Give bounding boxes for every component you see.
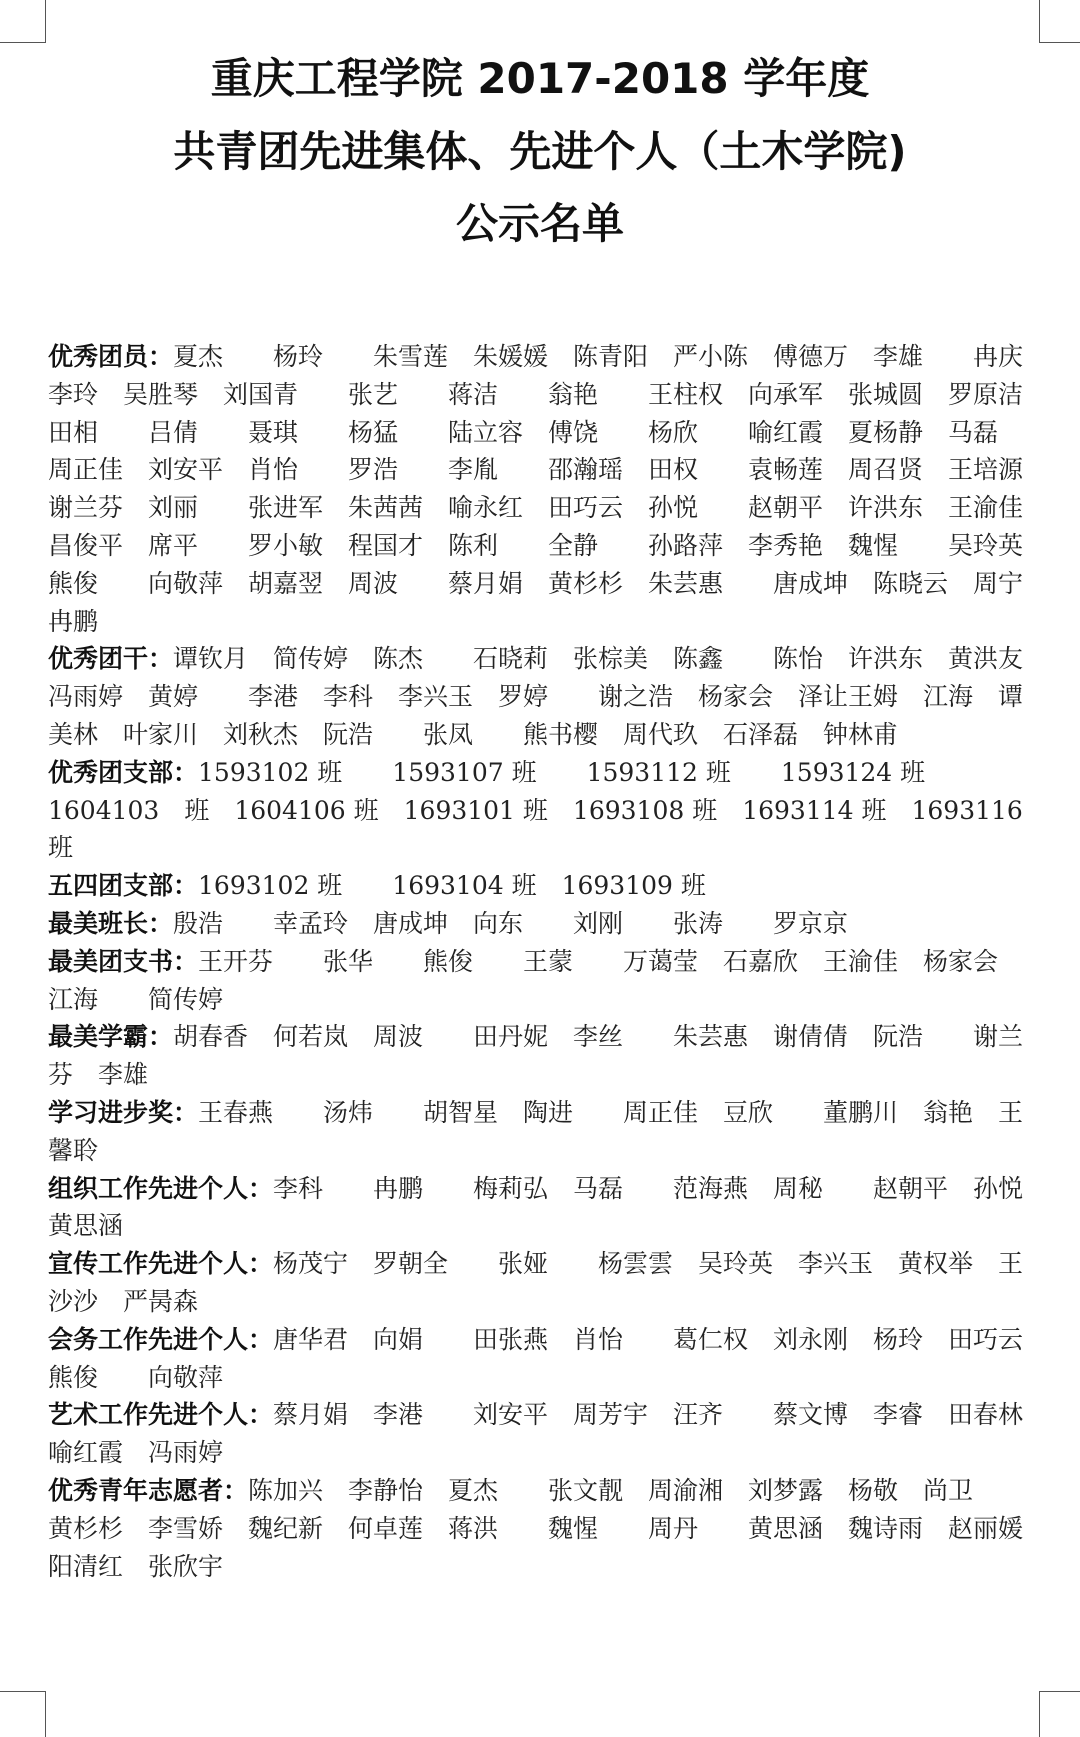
category-names: 杨茂宁 罗朝全 张娅 杨雲雲 吴玲英 李兴玉 黄权举 王沙沙 严昺森 <box>48 1249 1024 1316</box>
category-label: 优秀团员： <box>48 342 174 371</box>
category-label: 五四团支部： <box>48 871 199 901</box>
page-title-line-2: 共青团先进集体、先进个人（土木学院) <box>173 127 907 176</box>
category-label: 宣传工作先进个人： <box>48 1249 274 1279</box>
page-title-line-1: 重庆工程学院 2017-2018 学年度 <box>210 54 870 103</box>
category-names: 陈加兴 李静怡 夏杰 张文靓 周渝湘 刘梦露 杨敬 尚卫 黄杉杉 李雪娇 魏纪新 何卓莲 蒋洪 魏惺 周丹 黄思涵 魏诗雨 赵丽媛 阳清红 张欣宇 <box>48 1475 1049 1581</box>
category-names: 谭钦月 简传婷 陈杰 石晓莉 张棕美 陈鑫 陈怡 许洪东 黄洪友 冯雨婷 黄婷 李港 李科 李兴玉 罗婷 谢之浩 杨家会 泽让王姆 江海 谭美林 叶家川 刘秋杰 阮浩 张凤 熊书樱 周代玖 石泽磊 钟林甫 <box>48 644 1049 749</box>
category-label: 优秀团支部： <box>48 757 199 787</box>
category-label: 学习进步奖： <box>48 1097 199 1127</box>
category-names: 王春燕 汤炜 胡智星 陶进 周正佳 豆欣 董鹏川 翁艳 王馨聆 <box>48 1097 1024 1165</box>
category-label: 艺术工作先进个人： <box>48 1400 274 1430</box>
category-label: 会务工作先进个人： <box>48 1324 274 1354</box>
crop-mark-top-left <box>0 0 46 43</box>
category-publicity-work <box>48 1245 1038 1321</box>
category-label: 最美班长： <box>48 908 174 938</box>
category-art-work <box>48 1396 1049 1472</box>
category-best-monitors <box>48 905 1038 943</box>
category-outstanding-members <box>48 338 1074 640</box>
category-names: 殷浩 幸孟玲 唐成坤 向东 刘刚 张涛 罗京京 <box>173 908 849 938</box>
category-learning-progress <box>48 1094 1038 1170</box>
category-label: 组织工作先进个人： <box>48 1173 274 1203</box>
category-label: 优秀青年志愿者： <box>48 1475 249 1505</box>
category-label: 优秀团干： <box>48 644 174 674</box>
category-names: 1593102 班 1593107 班 1593112 班 1593124 班 1604103 班 1604106 班 1693101 班 1693108 班 1693114 班 1693116 班 <box>48 757 1023 863</box>
award-list <box>48 338 1074 1585</box>
crop-mark-bottom-left <box>0 1691 46 1737</box>
category-label: 最美团支书： <box>48 946 199 976</box>
category-names: 唐华君 向娟 田张燕 肖怡 葛仁权 刘永刚 杨玲 田巧云 熊俊 向敬萍 <box>48 1324 1049 1392</box>
category-best-branch-secretaries <box>48 943 1038 1019</box>
category-names: 1693102 班 1693104 班 1693109 班 <box>198 871 706 901</box>
category-names: 李科 冉鹏 梅莉弘 马磊 范海燕 周秘 赵朝平 孙悦 黄思涵 <box>48 1173 1074 1241</box>
category-organization-work <box>48 1170 1074 1246</box>
crop-mark-bottom-right <box>1039 1691 1080 1737</box>
category-best-scholars <box>48 1018 1038 1094</box>
category-may-fourth-branches <box>48 867 1038 905</box>
page-title-line-3: 公示名单 <box>455 199 624 248</box>
category-outstanding-branches <box>48 754 1038 867</box>
category-label: 最美学霸： <box>48 1022 174 1052</box>
category-names: 夏杰 杨玲 朱雪莲 朱媛媛 陈青阳 严小陈 傅德万 李雄 冉庆 李玲 吴胜琴 刘国青 张艺 蒋洁 翁艳 王柱权 向承军 张城圆 罗原洁 田相 吕倩 聂琪 杨猛 陆立容 傅饶 杨欣 喻红霞 夏杨静 马磊 周正佳 刘安平 肖怡 罗浩 李胤 邵瀚瑶 田权 袁畅莲 周召贤 王培源 谢兰芬 刘丽 张进军 朱茜茜 喻永红 田巧云 孙悦 赵朝平 许洪东 王渝佳 昌俊平 席平 罗小敏 程国才 陈利 全静 孙路萍 李秀艳 魏惺 吴玲英 熊俊 向敬萍 胡嘉翌 周波 蔡月娟 黄杉杉 朱芸惠 唐成坤 陈晓云 周宁 冉鹏 <box>48 342 1074 636</box>
category-names: 蔡月娟 李港 刘安平 周芳宇 汪齐 蔡文博 李睿 田春林 喻红霞 冯雨婷 <box>48 1400 1049 1468</box>
category-names: 胡春香 何若岚 周波 田丹妮 李丝 朱芸惠 谢倩倩 阮浩 谢兰芬 李雄 <box>48 1022 1024 1090</box>
category-names: 王开芬 张华 熊俊 王蒙 万蔼莹 石嘉欣 王渝佳 杨家会 江海 简传婷 <box>48 946 1024 1014</box>
category-outstanding-cadres <box>48 640 1049 753</box>
crop-mark-top-right <box>1039 0 1080 43</box>
category-youth-volunteers <box>48 1472 1049 1585</box>
category-affairs-work <box>48 1321 1049 1397</box>
